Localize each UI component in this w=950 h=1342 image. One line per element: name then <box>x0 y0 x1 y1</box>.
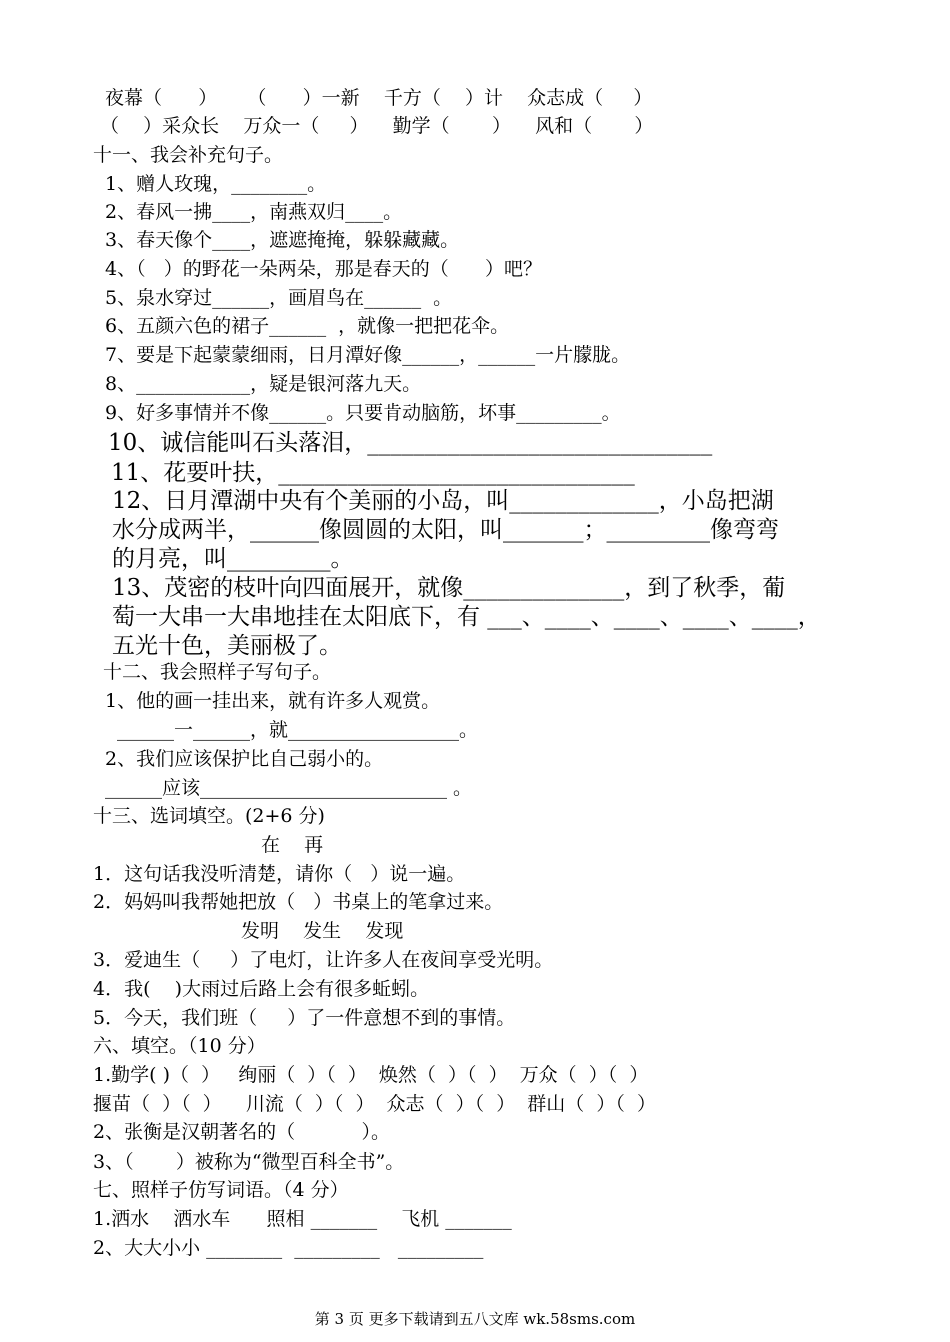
text-line: 十三、选词填空。(2+6 分) <box>93 805 325 827</box>
text-line: 萄一大串一大串地挂在太阳底下，有 ___、____、____、____、____， <box>112 604 821 630</box>
text-line: 1、他的画一挂出来，就有许多人观赏。 <box>105 690 441 712</box>
text-line: 6、五颜六色的裙子______ ，就像一把把花伞。 <box>105 315 510 337</box>
page-footer: 第 3 页 更多下载请到五八文库 wk.58sms.com <box>314 1310 636 1328</box>
text-line: ______一______，就__________________。 <box>117 719 479 741</box>
text-line: 3．爱迪生（ ）了电灯，让许多人在夜间享受光明。 <box>93 949 554 971</box>
text-line: 10、诚信能叫石头落泪，______________________________ <box>108 430 713 456</box>
text-line: 2、张衡是汉朝著名的（ ）。 <box>93 1121 391 1143</box>
text-line: 2．妈妈叫我帮她把放（ ）书桌上的笔拿过来。 <box>93 891 504 913</box>
text-line: 揠苗（ ）（ ） 川流（ ）（ ） 众志（ ）（ ） 群山（ ）（ ） <box>93 1093 656 1115</box>
text-line: 12、日月潭湖中央有个美丽的小岛，叫_____________，小岛把湖 <box>112 488 774 514</box>
text-line: 十一、我会补充句子。 <box>93 144 284 166</box>
text-line: 1.勤学( )（ ） 绚丽（ ）（ ） 焕然（ ）（ ） 万众（ ）（ ） <box>93 1064 649 1086</box>
text-line: ______应该__________________________ 。 <box>105 777 473 799</box>
text-line: 的月亮，叫_________。 <box>112 546 354 572</box>
text-line: 夜幕（ ） （ ）一新 千方（ ）计 众志成（ ） <box>105 87 653 109</box>
text-line: 8、____________，疑是银河落九天。 <box>105 373 422 395</box>
text-line: 十二、我会照样子写句子。 <box>103 661 332 683</box>
text-line: 7、要是下起蒙蒙细雨，日月潭好像______，______一片朦胧。 <box>105 344 631 366</box>
text-line: 1．这句话我没听清楚，请你（ ）说一遍。 <box>93 863 466 885</box>
text-line: 2、我们应该保护比自己弱小的。 <box>105 748 384 770</box>
text-line: 2、大大小小 ________ _________ _________ <box>93 1237 484 1259</box>
text-line: 3、春天像个____，遮遮掩掩，躲躲藏藏。 <box>105 229 460 251</box>
text-line: 4、（ ）的野花一朵两朵，那是春天的（ ）吧？ <box>105 258 542 280</box>
text-line: 五光十色，美丽极了。 <box>112 633 342 659</box>
text-line: （ ）采众长 万众一（ ） 勤学（ ） 风和（ ） <box>100 115 654 137</box>
text-line: 1、赠人玫瑰，________。 <box>105 173 327 195</box>
text-line: 六、填空。（10 分） <box>93 1035 266 1057</box>
text-line: 13、茂密的枝叶向四面展开，就像______________，到了秋季，葡 <box>112 575 786 601</box>
text-line: 发明 发生 发现 <box>241 920 404 942</box>
text-line: 2、春风一拂____，南燕双归____。 <box>105 201 403 223</box>
text-line: 在 再 <box>261 834 324 856</box>
text-line: 4．我( )大雨过后路上会有很多蚯蚓。 <box>93 978 430 1000</box>
text-line: 11、花要叶扶，_______________________________ <box>111 460 635 486</box>
text-line: 5、泉水穿过______，画眉鸟在______ 。 <box>105 287 453 309</box>
text-line: 水分成两半，______像圆圆的太阳，叫_______；_________像弯弯 <box>112 517 779 543</box>
text-line: 5．今天，我们班（ ）了一件意想不到的事情。 <box>93 1007 516 1029</box>
text-line: 七、照样子仿写词语。（4 分） <box>93 1179 349 1201</box>
text-line: 1.洒水 洒水车 照相 _______ 飞机 _______ <box>93 1208 512 1230</box>
text-line: 3、（ ）被称为“微型百科全书”。 <box>93 1151 405 1173</box>
text-line: 9、好多事情并不像______。只要肯动脑筋，坏事_________。 <box>105 402 621 424</box>
